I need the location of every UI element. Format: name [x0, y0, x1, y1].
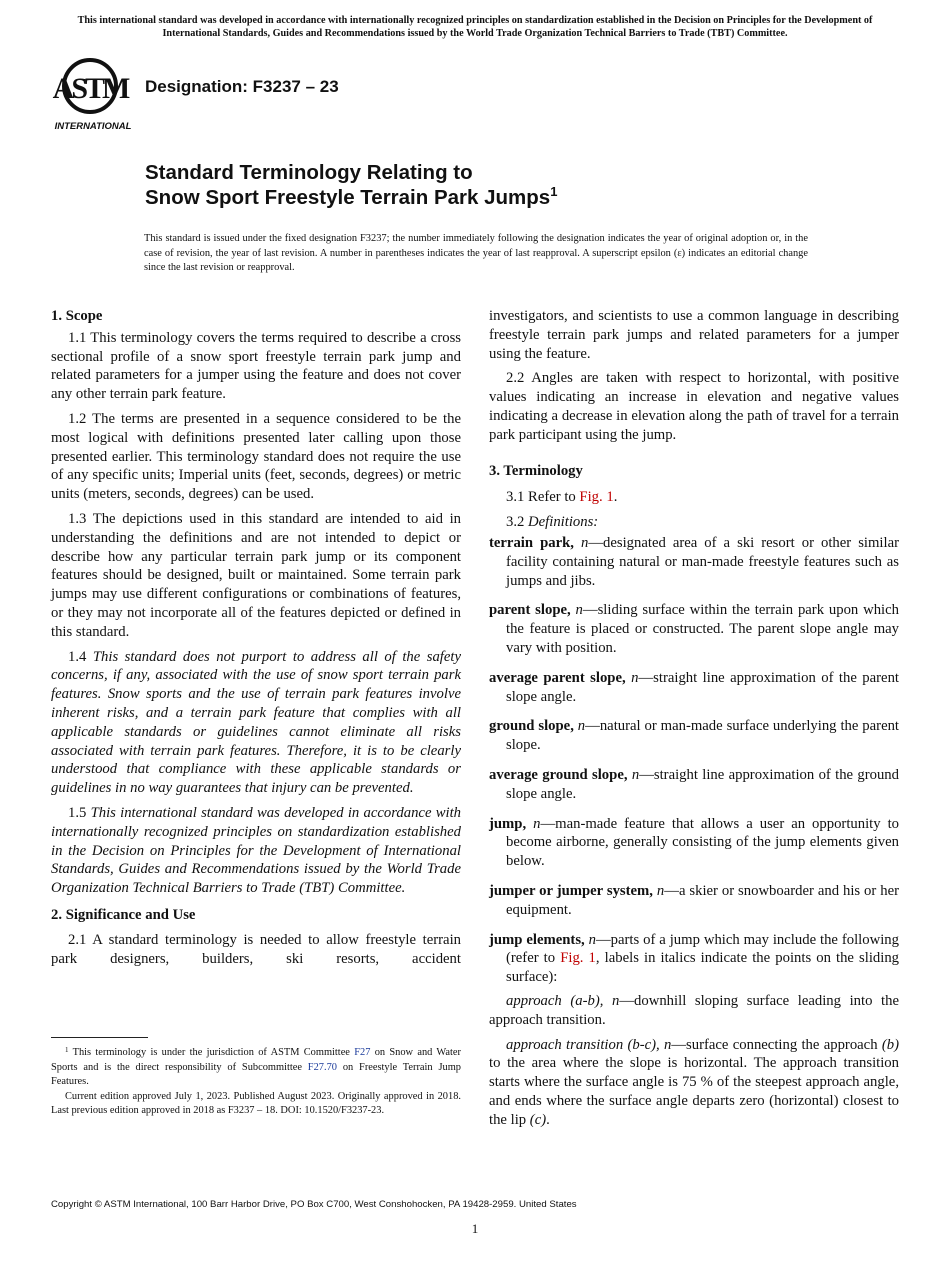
paragraph-3-1: 3.1 Refer to Fig. 1. [506, 489, 618, 506]
logo-wordmark: ASTM [52, 72, 128, 105]
term-definition: —sliding surface within the terrain park upon which the feature is placed or constructed. The parent slope angle may vary with position. [506, 602, 899, 656]
subterm-approach-transition [489, 1036, 899, 1130]
sentence-end: . [546, 1111, 550, 1128]
subterm-name: approach (a-b), n [506, 992, 620, 1009]
term-average-ground-slope [489, 766, 899, 804]
title-line-1: Standard Terminology Relating to [145, 161, 473, 184]
edition-note: Current edition approved July 1, 2023. Published August 2023. Originally approved in 2018. Last previous edition approved in 2018 as F3237 – 18. DOI: 10.1520/F3237-23. [51, 1090, 461, 1117]
term-definition: —designated area of a ski resort or other similar facility containing natural or man-made freestyle features such as jumps and jibs. [506, 534, 899, 589]
term-definition-b: , labels in italics indicate the points on the sliding surface): [506, 950, 900, 986]
term-name: average ground slope, [489, 766, 628, 783]
paragraph-1-5 [51, 804, 461, 898]
subterm-definition-b: to the area where the slope is horizontal. The approach transition starts where the surface angle is 75 % of the steepest approach angle, and ends where the surface angle departs zero (horizontal) closest to the lip [489, 1055, 899, 1128]
logo-subtitle: INTERNATIONAL [54, 121, 132, 132]
term-pos: n [588, 931, 596, 948]
term-name: jump, [489, 815, 527, 832]
term-definition-a: —parts of a jump which may include the following (refer to [506, 931, 899, 967]
term-name: terrain park, [489, 534, 574, 551]
subterm-definition-a: —surface connecting the approach [671, 1036, 878, 1053]
term-pos: n [575, 602, 583, 619]
wto-notice: This international standard was developed in accordance with internationally recognized principles on standardization established in the Decision on Principles for the Development of International Standards, Guides and Recommendations issued by the World Trade Organization Technical Barriers to Trade (TBT) Committee. [77, 15, 873, 39]
paragraph-1-1: 1.1 This terminology covers the terms required to describe a cross sectional profile of a snow sport freestyle terrain park jump and related parameters for a jumper using the feature and does not cover any other terrain park feature. [51, 329, 461, 403]
title-footnote-mark: 1 [550, 184, 558, 199]
subterm-name: approach transition (b-c), n [506, 1036, 672, 1053]
term-name: jump elements, [489, 931, 585, 948]
footnote-1-mark: 1 [65, 1046, 69, 1054]
term-definition: —a skier or snowboarder and his or her equipment. [506, 882, 899, 918]
point-c-label: (c) [529, 1111, 547, 1128]
title-line-2 [145, 185, 557, 210]
section-1-heading: 1. Scope [51, 308, 103, 324]
term-name: jumper or jumper system, [489, 882, 653, 899]
page-number: 1 [471, 1221, 479, 1236]
subterm-definition: —downhill sloping surface leading into the approach transition. [489, 992, 899, 1028]
astm-logo [52, 54, 136, 132]
designation: Designation: F3237 – 23 [145, 77, 339, 96]
section-3-heading: 3. Terminology [489, 462, 583, 479]
astm-logo-icon [52, 54, 136, 132]
term-jumper-system [489, 882, 899, 920]
term-jump [489, 815, 899, 871]
copyright-line: Copyright © ASTM International, 100 Barr Harbor Drive, PO Box C700, West Conshohocken, PA 19428-2959. United States [51, 1199, 577, 1210]
paragraph-2-1-continued: investigators, and scientists to use a common language in describing freestyle terrain park jumps and related parameters for a jumper using the feature. [489, 308, 899, 362]
point-b-label: (b) [881, 1036, 899, 1053]
fig-1-link[interactable]: Fig. 1 [579, 489, 614, 506]
term-ground-slope [489, 717, 899, 755]
paragraph-1-2: 1.2 The terms are presented in a sequence considered to be the most logical with definitions presented later calling upon those presented earlier. This terminology standard does not require the use of any specific units; Imperial units (feet, seconds, degrees) or metric units (meters, seconds, degrees) can be used. [51, 410, 461, 503]
term-pos: n [577, 718, 586, 735]
footnotes [51, 1046, 461, 1119]
term-pos: n [533, 815, 541, 832]
paragraph-3-2 [489, 513, 899, 532]
subterm-approach [489, 992, 899, 1030]
issuance-note: This standard is issued under the fixed designation F3237; the number immediately following the designation indicates the year of original adoption or, in the case of revision, the year of last revision. A number in parentheses indicates the year of last reapproval. A superscript epsilon (ε) indicates an editorial change since the last revision or reapproval. [144, 233, 808, 274]
term-pos: n [631, 669, 639, 686]
paragraph-1-5-number: 1.5 [68, 804, 87, 821]
term-definition: —straight line approximation of the ground slope angle. [506, 766, 899, 802]
subcommittee-f27-70-link[interactable]: F27.70 [307, 1061, 337, 1073]
paragraph-1-4 [51, 648, 461, 798]
footnote-divider [51, 1037, 148, 1038]
term-name: average parent slope, [489, 669, 626, 686]
term-name: ground slope, [489, 718, 574, 735]
term-definition: —natural or man-made surface underlying the parent slope. [506, 718, 900, 754]
footnote-1-text-b: on Snow and Water Sports and is the direct responsibility of Subcommittee [51, 1047, 461, 1073]
term-terrain-park [489, 534, 899, 590]
term-average-parent-slope [489, 669, 899, 707]
document-title [145, 160, 557, 210]
footnote-1 [51, 1046, 461, 1090]
term-definition: —straight line approximation of the parent slope angle. [506, 669, 899, 705]
paragraph-1-4-text: This standard does not purport to address all of the safety concerns, if any, associated with the use of snow sport terrain park features. Snow sports and the use of terrain park features involve inherent risks, and a terrain park feature that complies with all applicable standards or guidelines cannot eliminate all risks associated with terrain park features. Therefore, it is to be clearly understood that compliance with these applicable standards or guidelines in no way guarantees that injury can be prevented. [51, 648, 462, 797]
section-2-heading: 2. Significance and Use [51, 906, 196, 923]
paragraph-3-1-text: 3.1 Refer to [506, 489, 576, 506]
term-jump-elements [489, 931, 899, 987]
term-pos: n [656, 882, 665, 899]
right-column [489, 307, 899, 1129]
left-column [51, 307, 461, 968]
paragraph-1-5-text: This international standard was developed in accordance with internationally recognized principles on standardization established in the Decision on Principles for the Development of International Standards, Guides and Recommendations issued by the World Trade Organization Technical Barriers to Trade (TBT) Committee. [51, 804, 461, 897]
paragraph-2-2: 2.2 Angles are taken with respect to horizontal, with positive values indicating an increase in elevation and negative values indicating a decrease in elevation along the path of travel for a terrain park participant using the jump. [489, 370, 899, 443]
committee-f27-link[interactable]: F27 [354, 1047, 371, 1058]
footnote-1-text-c: on Freestyle Terrain Jump Features. [51, 1061, 461, 1088]
paragraph-1-4-number: 1.4 [68, 648, 87, 665]
term-pos: n [580, 534, 589, 551]
paragraph-2-1-start: 2.1 A standard terminology is needed to allow freestyle terrain park designers, builders, ski resorts, accident [51, 931, 461, 967]
definitions-label: Definitions: [528, 514, 599, 531]
fig-1-link[interactable]: Fig. 1 [560, 950, 596, 967]
paragraph-1-3: 1.3 The depictions used in this standard are intended to aid in understanding the definitions and are not intended to depict or describe how any particular terrain park jump or its component features should be designed, built or maintained. Some terrain park jumps may use different configurations or combinations of features, or they may not incorporate all of the features depicted or defined in this standard. [51, 510, 461, 640]
term-pos: n [631, 766, 640, 783]
title-line-2-text: Snow Sport Freestyle Terrain Park Jumps [145, 186, 551, 209]
footnote-1-text-a: This terminology is under the jurisdiction of ASTM Committee [72, 1047, 350, 1058]
term-name: parent slope, [489, 602, 571, 619]
term-definition: —man-made feature that allows a user an opportunity to become airborne, generally consisting of the jump elements given below. [506, 815, 900, 870]
term-parent-slope [489, 601, 899, 657]
paragraph-3-2-number: 3.2 [506, 514, 525, 531]
